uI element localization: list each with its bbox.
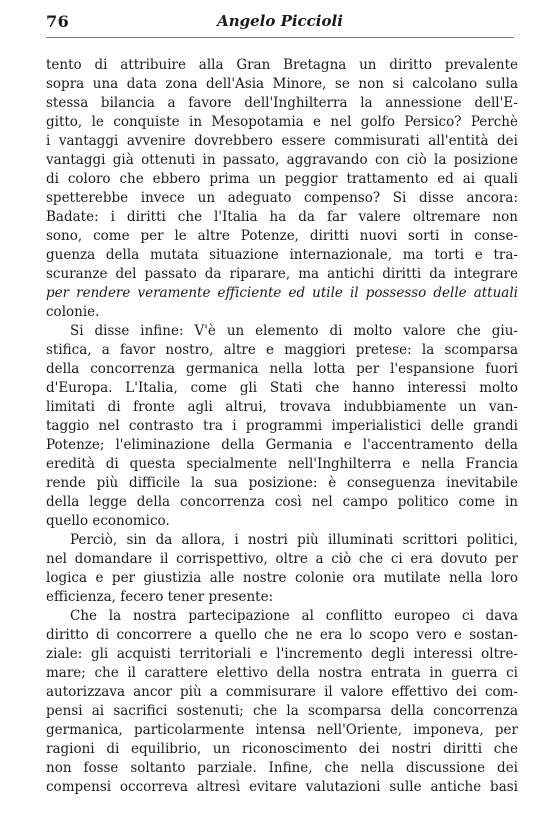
paragraph-1 (46, 56, 518, 322)
text-line: ragioni di equilibrio, un riconoscimento dei nostri diritti che (46, 741, 518, 757)
text-line: Perciò, sin da allora, i nostri più illuminati scrittori politici, (70, 532, 518, 548)
text-line: della legge della concorrenza così nel campo politico come in (46, 494, 518, 510)
running-head: Angelo Piccioli (217, 12, 343, 30)
text-line: Badate: i diritti che l'Italia ha da far valere oltremare non (46, 209, 518, 225)
text-line: stifica, a favor nostro, altre e maggiori pretese: la scomparsa (46, 342, 518, 358)
page-header (46, 10, 514, 38)
text-line: d'Europa. L'Italia, come gli Stati che hanno interessi molto (46, 380, 518, 396)
paragraph-3 (46, 531, 518, 607)
text-line: guenza della mutata situazione internazionale, ma torti e tra- (46, 247, 518, 263)
text-line: gitto, le conquiste in Mesopotamia e nel golfo Persico? Perchè (46, 114, 518, 130)
text-line: nel domandare il corrispettivo, oltre a ciò che ci era dovuto per (46, 551, 518, 567)
text-line: sono, come per le altre Potenze, diritti nuovi sorti in conse- (46, 228, 518, 244)
text-line: vantaggi già ottenuti in passato, aggravando con ciò la posizione (46, 152, 518, 168)
text-line: tento di attribuire alla Gran Bretagna un diritto prevalente (46, 57, 518, 73)
text-line: mare; che il carattere elettivo della nostra entrata in guerra ci (46, 665, 518, 681)
text-line: germanica, particolarmente intensa nell'Oriente, imponeva, per (46, 722, 518, 738)
text-line: autorizzava ancor più a commisurare il valore effettivo dei com- (46, 684, 518, 700)
text-line: Si disse infine: V'è un elemento di molto valore che giu- (70, 323, 518, 339)
text-line: efficienza, fecero tener presente: (46, 589, 274, 605)
text-line: diritto di concorrere a quello che ne era lo scopo vero e sostan- (46, 627, 518, 643)
text-line: della concorrenza germanica nella lotta per l'espansione fuori (46, 361, 518, 377)
text-line: taggio nel contrasto tra i programmi imperialistici delle grandi (46, 418, 518, 434)
text-line: Che la nostra partecipazione al conflitto europeo ci dava (70, 608, 518, 624)
text-line: eredità di questa specialmente nell'Inghilterra e nella Francia (46, 456, 518, 472)
text-line: logica e per giustizia alle nostre colonie ora mutilate nella loro (46, 570, 518, 586)
text-line: non fosse soltanto parziale. Infine, che nella discussione dei (46, 760, 518, 776)
text-line: spetterebbe invece un adeguato compenso? Si disse ancora: (46, 190, 518, 206)
page-number: 76 (46, 12, 70, 31)
text-line: stessa bilancia a favore dell'Inghilterra la annessione dell'E- (46, 95, 518, 111)
paragraph-2 (46, 322, 518, 531)
text-line: i vantaggi avvenire dovrebbero essere commisurati all'entità dei (46, 133, 518, 149)
text-line: limitati di fronte agli altrui, trovava indubbiamente un van- (46, 399, 518, 415)
text-line: Potenze; l'eliminazione della Germania e l'accentramento della (46, 437, 518, 453)
text-line: per rendere veramente efficiente ed utile il possesso delle attuali (46, 285, 518, 301)
body-text (46, 56, 518, 797)
text-line: sopra una data zona dell'Asia Minore, se non si calcolano sulla (46, 76, 518, 92)
header-rule (46, 37, 514, 38)
text-line: compensi occorreva altresì evitare valutazioni sulle antiche basi (46, 779, 518, 795)
text-line: ziale: gli acquisti territoriali e l'incremento degli interessi oltre- (46, 646, 518, 662)
text-line: quello economico. (46, 513, 170, 529)
text-line: colonie. (46, 304, 100, 320)
text-line: di coloro che ebbero prima un peggior trattamento ed ai quali (46, 171, 518, 187)
text-line: pensi ai sacrifici sostenuti; che la scomparsa della concorrenza (46, 703, 518, 719)
paragraph-4 (46, 607, 518, 797)
text-line: scuranze del passato da riparare, ma antichi diritti da integrare (46, 266, 518, 282)
text-line: rende più difficile la sua posizione: è conseguenza inevitabile (46, 475, 518, 491)
